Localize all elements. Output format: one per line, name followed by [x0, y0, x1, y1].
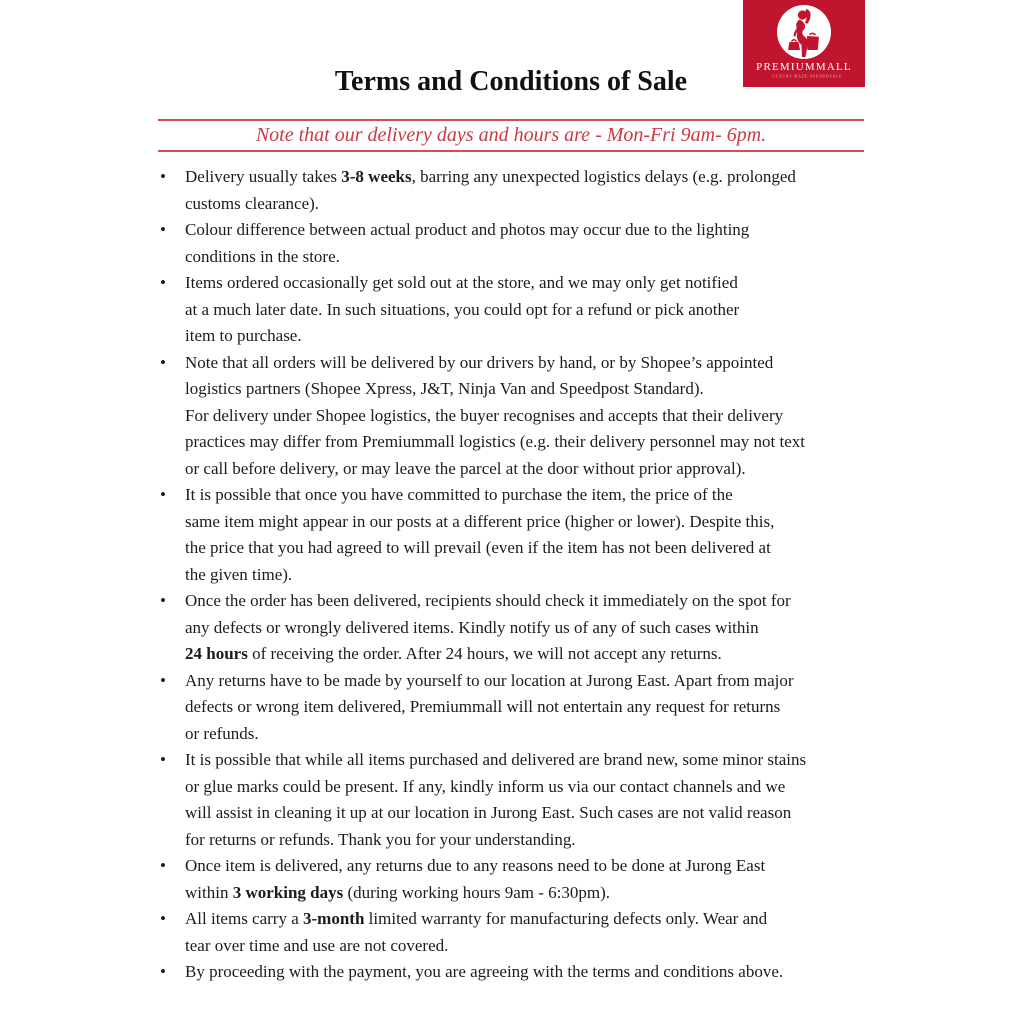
- term-item: [160, 482, 872, 588]
- term-line: the price that you had agreed to will prevail (even if the item has not been delivered at: [185, 538, 771, 557]
- term-line: for returns or refunds. Thank you for your understanding.: [185, 829, 576, 849]
- term-line: tear over time and use are not covered.: [185, 935, 449, 955]
- term-line: item to purchase.: [185, 326, 302, 345]
- term-line: same item might appear in our posts at a different price (higher or lower). Despite this,: [185, 511, 775, 531]
- term-line: within 3 working days (during working hours 9am - 6:30pm).: [185, 882, 611, 902]
- term-line: or call before delivery, or may leave the parcel at the door without prior approval).: [185, 458, 746, 478]
- brand-name: PREMIUMMALL: [756, 61, 852, 73]
- term-line: or refunds.: [185, 723, 259, 743]
- term-line: Colour difference between actual product and photos may occur due to the lighting: [185, 220, 750, 239]
- term-text: [185, 668, 872, 748]
- term-line: It is possible that while all items purchased and delivered are brand new, some minor stains: [185, 750, 807, 769]
- term-line: Any returns have to be made by yourself to our location at Jurong East. Apart from major: [185, 670, 794, 690]
- term-text: [185, 747, 872, 853]
- term-item: [160, 906, 872, 959]
- term-line: the given time).: [185, 564, 293, 584]
- term-item: [160, 853, 872, 906]
- logo-circle: [777, 5, 831, 59]
- term-line: customs clearance).: [185, 193, 320, 213]
- term-line: Note that all orders will be delivered by our drivers by hand, or by Shopee’s appointed: [185, 352, 774, 372]
- term-line: or glue marks could be present. If any, kindly inform us via our contact channels and we: [185, 776, 786, 796]
- term-item: [160, 959, 872, 986]
- term-line: All items carry a 3-month limited warranty for manufacturing defects only. Wear and: [185, 909, 768, 928]
- bullet-marker: •: [160, 352, 166, 372]
- bullet-marker: •: [160, 670, 166, 690]
- terms-list: [160, 164, 872, 986]
- term-line: logistics partners (Shopee Xpress, J&T, Ninja Van and Speedpost Standard).: [185, 379, 704, 398]
- term-line: Once the order has been delivered, recipients should check it immediately on the spot for: [185, 591, 791, 610]
- term-line: By proceeding with the payment, you are agreeing with the terms and conditions above.: [185, 962, 784, 981]
- term-line: Delivery usually takes 3-8 weeks, barring any unexpected logistics delays (e.g. prolonged: [185, 167, 796, 186]
- bullet-marker: •: [160, 485, 166, 504]
- term-item: [160, 588, 872, 668]
- term-line: 24 hours of receiving the order. After 24 hours, we will not accept any returns.: [185, 644, 722, 663]
- term-text: [185, 588, 872, 668]
- term-text: [185, 270, 872, 350]
- brand-tagline: LUXURY MADE AFFORDABLE: [772, 74, 843, 79]
- term-line: at a much later date. In such situations, you could opt for a refund or pick another: [185, 299, 740, 319]
- term-item: [160, 350, 872, 483]
- term-line: Once item is delivered, any returns due to any reasons need to be done at Jurong East: [185, 856, 766, 875]
- term-text: [185, 853, 872, 906]
- term-item: [160, 747, 872, 853]
- term-item: [160, 164, 872, 217]
- term-line: will assist in cleaning it up at our location in Jurong East. Such cases are not valid reason: [185, 803, 792, 822]
- term-text: [185, 217, 872, 270]
- delivery-note: Note that our delivery days and hours are - Mon-Fri 9am- 6pm.: [255, 124, 767, 146]
- term-line: practices may differ from Premiummall logistics (e.g. their delivery personnel may not text: [185, 432, 806, 451]
- term-line: Items ordered occasionally get sold out at the store, and we may only get notified: [185, 273, 738, 292]
- bullet-marker: •: [160, 856, 166, 875]
- bullet-marker: •: [160, 909, 166, 928]
- bullet-marker: •: [160, 591, 166, 610]
- bullet-marker: •: [160, 273, 166, 292]
- term-item: [160, 270, 872, 350]
- term-item: [160, 668, 872, 748]
- bullet-marker: •: [160, 167, 166, 186]
- page-title: Terms and Conditions of Sale: [334, 66, 688, 97]
- bullet-marker: •: [160, 962, 166, 981]
- bullet-marker: •: [160, 750, 166, 769]
- term-line: any defects or wrongly delivered items. Kindly notify us of any of such cases within: [185, 617, 759, 637]
- term-line: It is possible that once you have committed to purchase the item, the price of the: [185, 485, 733, 504]
- bullet-marker: •: [160, 220, 166, 239]
- term-text: [185, 482, 872, 588]
- woman-with-shopping-bags-icon: [777, 5, 831, 59]
- term-text: [185, 350, 872, 483]
- term-line: defects or wrong item delivered, Premiummall will not entertain any request for returns: [185, 697, 781, 716]
- term-text: [185, 906, 872, 959]
- term-line: For delivery under Shopee logistics, the buyer recognises and accepts that their delivery: [185, 405, 784, 425]
- term-line: conditions in the store.: [185, 246, 340, 266]
- term-text: [185, 164, 872, 217]
- divider-top: [158, 119, 864, 121]
- term-text: [185, 959, 872, 986]
- divider-bottom: [158, 150, 864, 152]
- term-item: [160, 217, 872, 270]
